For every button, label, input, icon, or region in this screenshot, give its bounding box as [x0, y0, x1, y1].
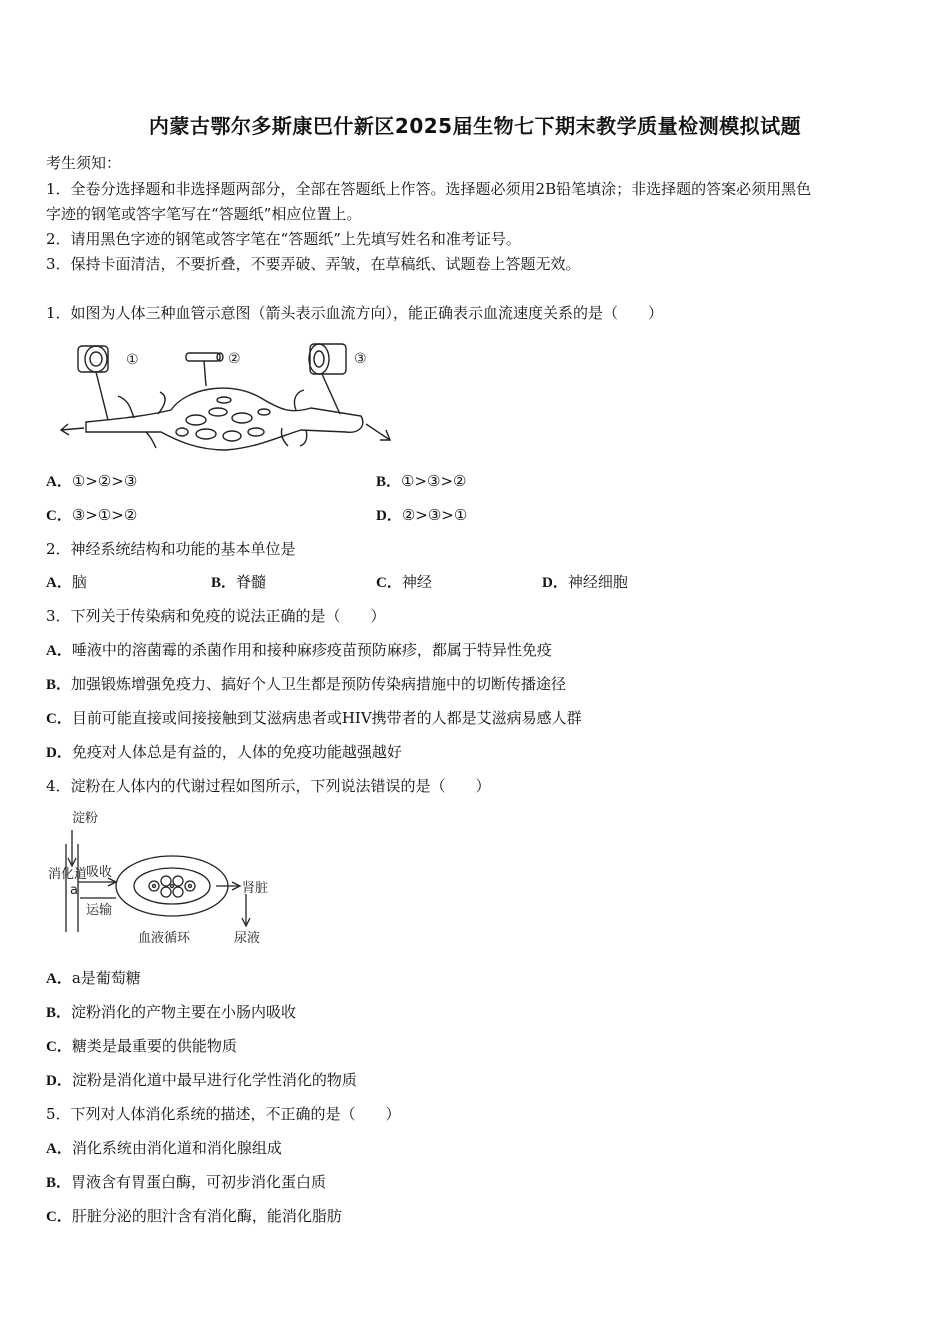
- option-text: ③>①>②: [71, 506, 138, 524]
- option-letter: B．: [46, 677, 72, 693]
- option-text: a是葡萄糖: [71, 969, 141, 987]
- question-3-stem: 3．下列关于传染病和免疫的说法正确的是（ ）: [46, 607, 386, 625]
- option-text: 脊髓: [236, 573, 267, 591]
- question-5-stem: 5．下列对人体消化系统的描述，不正确的是（ ）: [46, 1105, 401, 1123]
- option-text: ①>②>③: [71, 472, 138, 490]
- option-row: [46, 1205, 342, 1226]
- option-text: ①>③>②: [401, 472, 467, 490]
- option-letter: D．: [376, 508, 402, 524]
- option-letter: A．: [46, 575, 72, 591]
- notice-line: 3．保持卡面清洁，不要折叠，不要弄破、弄皱，在草稿纸、试题卷上答题无效。: [46, 255, 581, 273]
- option-letter: A．: [46, 1141, 72, 1157]
- option-row: [46, 1171, 326, 1192]
- notice-line: 字迹的钢笔或答字笔写在“答题纸”相应位置上。: [46, 205, 362, 223]
- option-text: 加强锻炼增强免疫力、搞好个人卫生都是预防传染病措施中的切断传播途径: [71, 675, 567, 693]
- starch-metabolism-figure: [46, 808, 286, 952]
- option-text: 脑: [71, 573, 87, 591]
- option-text: 神经细胞: [567, 573, 628, 591]
- label-absorb: 吸收: [86, 865, 113, 880]
- option-text: 淀粉是消化道中最早进行化学性消化的物质: [71, 1071, 357, 1089]
- notice-heading: 考生须知：: [46, 154, 122, 172]
- figure-label-3: ③: [354, 351, 367, 367]
- option-row: [46, 1137, 282, 1158]
- label-urine: 尿液: [234, 931, 261, 946]
- option-row: [46, 504, 137, 525]
- label-circulation: 血液循环: [138, 931, 191, 946]
- option-text: 消化系统由消化道和消化腺组成: [71, 1139, 282, 1157]
- option-row: [46, 673, 566, 694]
- option-row: [46, 1035, 237, 1056]
- option-letter: C．: [46, 711, 72, 727]
- option-row: [46, 967, 141, 988]
- option-letter: D．: [542, 575, 568, 591]
- label-starch: 淀粉: [72, 811, 99, 826]
- label-transport: 运输: [86, 903, 113, 918]
- capillary-tube-icon: [186, 353, 223, 361]
- option-letter: A．: [46, 643, 72, 659]
- option-text: 神经: [401, 573, 432, 591]
- option-letter: C．: [46, 508, 72, 524]
- option-letter: D．: [46, 1073, 72, 1089]
- option-text: 目前可能直接或间接接触到艾滋病患者或HIV携带者的人都是艾滋病易感人群: [71, 709, 582, 727]
- option-letter: C．: [46, 1209, 72, 1225]
- option-row: [46, 707, 582, 728]
- figure-label-1: ①: [126, 352, 139, 368]
- option-text: 胃液含有胃蛋白酶，可初步消化蛋白质: [71, 1173, 327, 1191]
- option-text: 唾液中的溶菌霉的杀菌作用和接种麻疹疫苗预防麻疹，都属于特异性免疫: [71, 641, 552, 659]
- option-row: [46, 741, 402, 762]
- option-row: [376, 571, 432, 592]
- option-letter: B．: [46, 1175, 72, 1191]
- question-1-stem: 1．如图为人体三种血管示意图（箭头表示血流方向），能正确表示血流速度关系的是（ ）: [46, 304, 664, 322]
- option-row: [376, 504, 467, 525]
- option-row: [46, 1069, 357, 1090]
- option-row: [46, 470, 137, 491]
- label-a: a: [70, 883, 78, 898]
- option-row: [46, 571, 87, 592]
- option-text: 肝脏分泌的胆汁含有消化酶，能消化脂肪: [71, 1207, 342, 1225]
- option-row: [46, 639, 552, 660]
- question-4-stem: 4．淀粉在人体内的代谢过程如图所示，下列说法错误的是（ ）: [46, 777, 491, 795]
- blood-vessel-figure: [56, 336, 396, 452]
- notice-line: 1．全卷分选择题和非选择题两部分，全部在答题纸上作答。选择题必须用2B铅笔填涂；非选择题的答案必须用黑色: [46, 180, 812, 198]
- notice-line: 2．请用黑色字迹的钢笔或答字笔在“答题纸”上先填写姓名和准考证号。: [46, 230, 521, 248]
- option-text: 免疫对人体总是有益的，人体的免疫功能越强越好: [71, 743, 402, 761]
- label-tract: 消化道: [48, 867, 88, 882]
- option-letter: B．: [46, 1005, 72, 1021]
- option-row: [211, 571, 266, 592]
- page-title: 内蒙古鄂尔多斯康巴什新区2025届生物七下期末教学质量检测模拟试题: [148, 114, 802, 138]
- option-letter: A．: [46, 474, 72, 490]
- option-text: ②>③>①: [401, 506, 468, 524]
- vein-cylinder-icon: [309, 344, 346, 374]
- option-letter: A．: [46, 971, 72, 987]
- option-text: 淀粉消化的产物主要在小肠内吸收: [71, 1003, 297, 1021]
- option-row: [376, 470, 467, 491]
- option-letter: B．: [376, 474, 402, 490]
- option-letter: D．: [46, 745, 72, 761]
- figure-label-2: ②: [228, 351, 241, 367]
- option-row: [542, 571, 628, 592]
- label-kidney: 肾脏: [242, 881, 269, 896]
- question-2-stem: 2．神经系统结构和功能的基本单位是: [46, 540, 296, 558]
- option-letter: C．: [376, 575, 402, 591]
- option-letter: C．: [46, 1039, 72, 1055]
- artery-cylinder-icon: [78, 346, 108, 372]
- option-letter: B．: [211, 575, 237, 591]
- option-row: [46, 1001, 296, 1022]
- option-text: 糖类是最重要的供能物质: [71, 1037, 237, 1055]
